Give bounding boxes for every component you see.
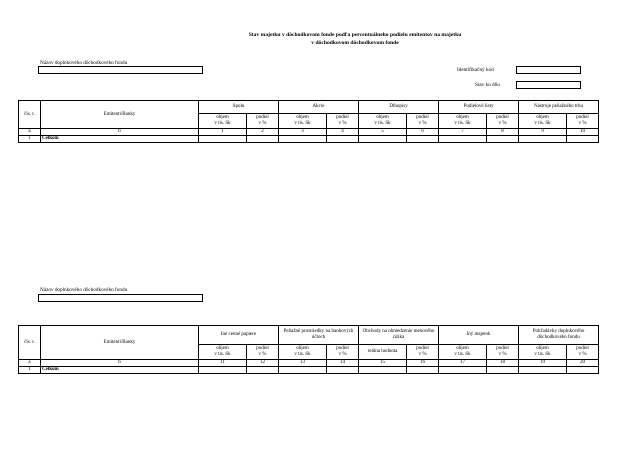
- data-cell[interactable]: [439, 367, 487, 374]
- column-number: 16: [407, 360, 439, 367]
- column-number: 17: [439, 360, 487, 367]
- column-number: 13: [279, 360, 327, 367]
- sub-header-volume: objem v tis. Sk: [519, 114, 567, 129]
- fund-name-field-2[interactable]: [38, 294, 203, 302]
- data-cell[interactable]: [519, 136, 567, 143]
- group-header: Peňažné prostriedky na bankových účtoch: [279, 326, 359, 345]
- table-1: [18, 100, 599, 143]
- data-cell[interactable]: [407, 136, 439, 143]
- row-letter-a: a: [19, 360, 41, 367]
- group-header: Dlhopisy: [359, 101, 439, 114]
- data-cell[interactable]: [487, 367, 519, 374]
- total-row-label: Celkom: [41, 367, 199, 374]
- row-number: 1: [19, 136, 41, 143]
- header-issuers: Emitenti/Banky: [41, 101, 199, 129]
- data-cell[interactable]: [199, 367, 247, 374]
- date-field[interactable]: [516, 81, 581, 89]
- row-letter-a: a: [19, 129, 41, 136]
- header-row-number: čís. r.: [19, 101, 41, 129]
- title-line-2: v dôchodkovom dôchodkovom fonde: [311, 40, 399, 46]
- data-cell[interactable]: [407, 367, 439, 374]
- group-header: Iný majetok: [439, 326, 519, 345]
- group-header: Pohľadávky doplnkového dôchodkového fondu: [519, 326, 599, 345]
- group-header: Iné cenné papiere: [199, 326, 279, 345]
- sub-header-volume: objem v tis. Sk: [439, 114, 487, 129]
- column-number: 15: [359, 360, 407, 367]
- sub-header-share: podiel v %: [487, 345, 519, 360]
- fund-name-label-2: Názov doplnkového dôchodkového fondu: [40, 287, 128, 293]
- sub-header-share: podiel v %: [327, 345, 359, 360]
- page-title: [150, 31, 560, 47]
- data-cell[interactable]: [199, 136, 247, 143]
- data-cell[interactable]: [247, 367, 279, 374]
- column-number: 1: [199, 129, 247, 136]
- sub-header-share: podiel v %: [487, 114, 519, 129]
- total-row-label: Celkom: [41, 136, 199, 143]
- column-number: 8: [487, 129, 519, 136]
- sub-header-volume: objem v tis. Sk: [439, 345, 487, 360]
- row-letter-b: b: [41, 129, 199, 136]
- data-cell[interactable]: [439, 136, 487, 143]
- header-issuers: Emitenti/Banky: [41, 326, 199, 360]
- header-row-number: čís. r.: [19, 326, 41, 360]
- data-cell[interactable]: [359, 136, 407, 143]
- sub-header-share: podiel v %: [407, 114, 439, 129]
- date-label: Stav ku dňu: [475, 82, 500, 88]
- id-code-field[interactable]: [516, 66, 581, 74]
- column-number: 2: [247, 129, 279, 136]
- column-number: 5: [359, 129, 407, 136]
- column-number: 6: [407, 129, 439, 136]
- data-cell[interactable]: [567, 136, 599, 143]
- data-cell[interactable]: [567, 367, 599, 374]
- group-header: Nástroje peňažného trhu: [519, 101, 599, 114]
- group-header: Obchody na obmedzenie menového rizika: [359, 326, 439, 345]
- column-number: 9: [519, 129, 567, 136]
- sub-header-share: podiel v %: [247, 345, 279, 360]
- title-line-1: Stav majetku v dôchodkovom fonde podľa percentuálneho podielu emitentov na majetku: [248, 32, 462, 38]
- column-number: 3: [279, 129, 327, 136]
- sub-header-volume: objem v tis. Sk: [199, 345, 247, 360]
- row-letter-b: b: [41, 360, 199, 367]
- column-number: 20: [567, 360, 599, 367]
- id-code-label: Identifikačný kód: [457, 67, 494, 73]
- data-cell[interactable]: [487, 136, 519, 143]
- data-cell[interactable]: [327, 367, 359, 374]
- sub-header-share: podiel v %: [567, 345, 599, 360]
- column-number: 12: [247, 360, 279, 367]
- column-number: 4: [327, 129, 359, 136]
- column-number: 14: [327, 360, 359, 367]
- data-cell[interactable]: [279, 367, 327, 374]
- sub-header-volume: objem v tis. Sk: [279, 114, 327, 129]
- data-cell[interactable]: [279, 136, 327, 143]
- sub-header-volume: objem v tis. Sk: [359, 114, 407, 129]
- fund-name-field[interactable]: [38, 66, 203, 74]
- sub-header-volume: objem v tis. Sk: [279, 345, 327, 360]
- sub-header-share: podiel v %: [567, 114, 599, 129]
- data-cell[interactable]: [519, 367, 567, 374]
- row-number: 1: [19, 367, 41, 374]
- sub-header-share: podiel v %: [327, 114, 359, 129]
- column-number: 11: [199, 360, 247, 367]
- data-cell[interactable]: [327, 136, 359, 143]
- group-header: Podielové listy: [439, 101, 519, 114]
- group-header: Spolu: [199, 101, 279, 114]
- fund-name-label: Názov doplnkového dôchodkového fondu: [40, 60, 128, 66]
- column-number: 18: [487, 360, 519, 367]
- column-number: 10: [567, 129, 599, 136]
- sub-header-fair-value: reálna hodnota: [359, 345, 407, 360]
- column-number: 19: [519, 360, 567, 367]
- group-header: Akcie: [279, 101, 359, 114]
- column-number: 7: [439, 129, 487, 136]
- table-2: [18, 325, 599, 374]
- data-cell[interactable]: [247, 136, 279, 143]
- data-cell[interactable]: [359, 367, 407, 374]
- sub-header-volume: objem v tis. Sk: [199, 114, 247, 129]
- sub-header-volume: objem v tis. Sk: [519, 345, 567, 360]
- sub-header-share: podiel v %: [247, 114, 279, 129]
- sub-header-share: podiel v %: [407, 345, 439, 360]
